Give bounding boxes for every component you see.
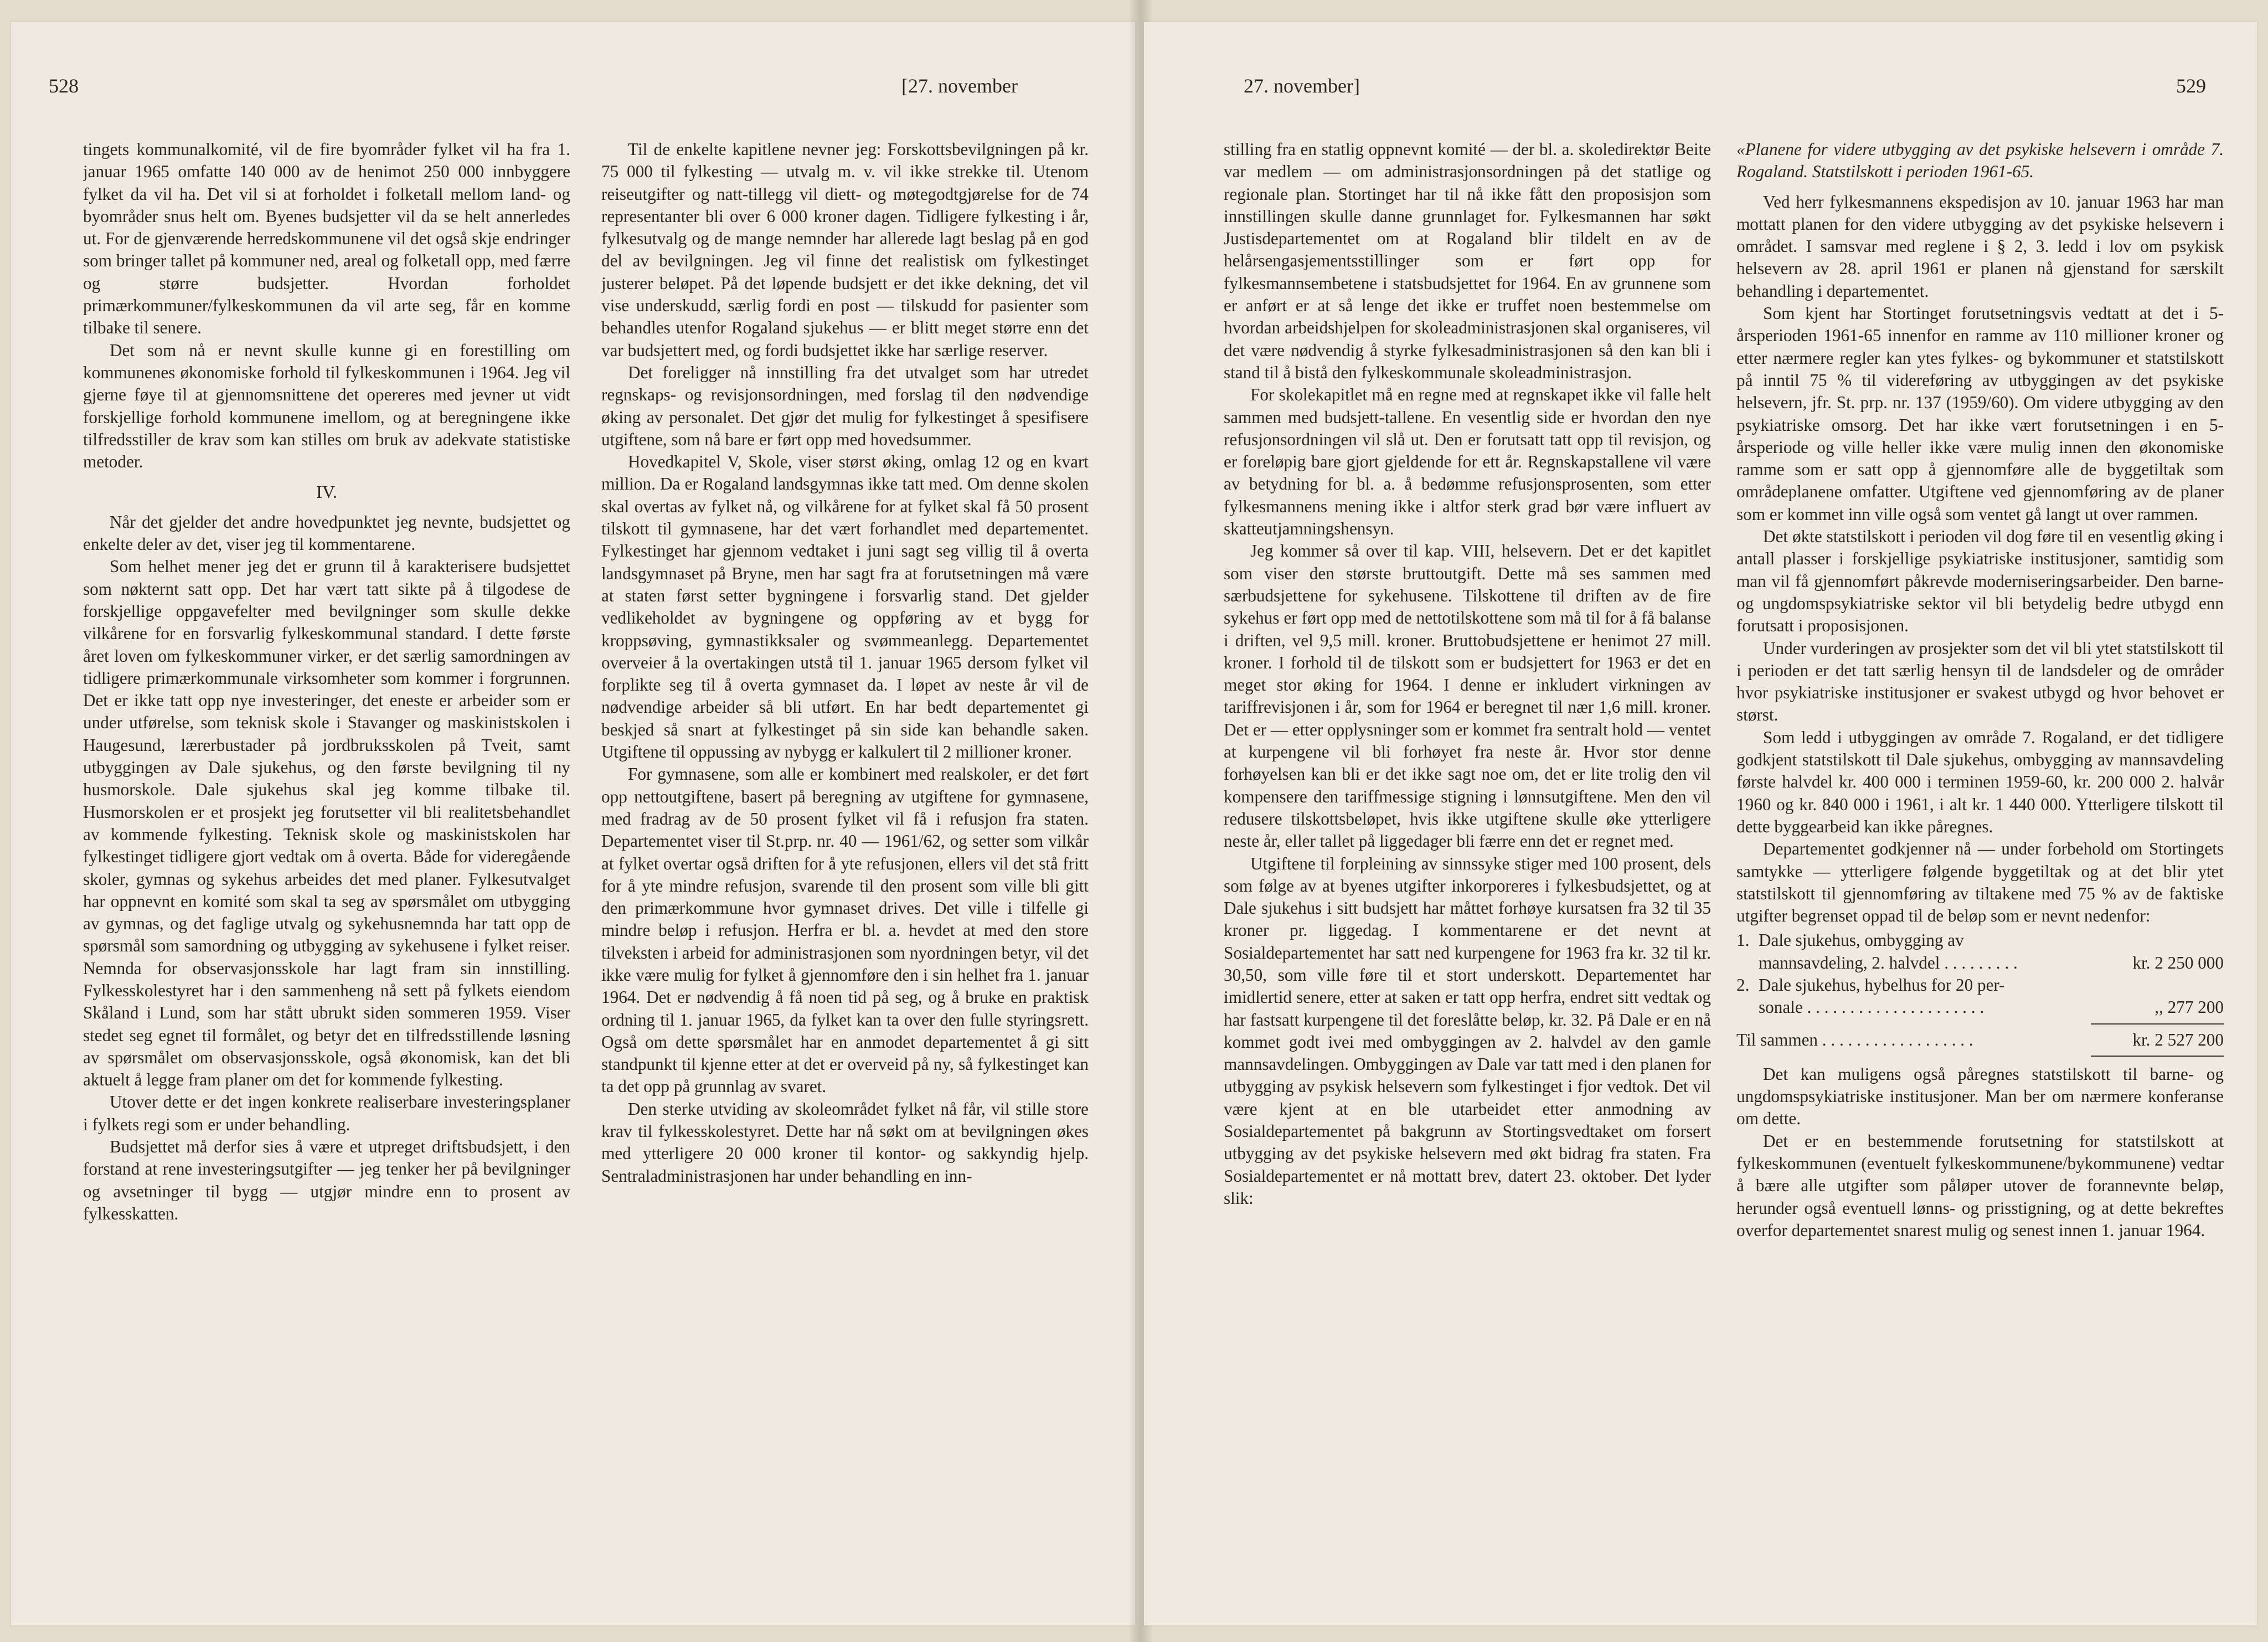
paragraph: For gymnasene, som alle er kombinert med realskoler, er det ført opp nettoutgiftene, basert på beregning av utgiftene for gymnasene, med fradrag av de 50 prosent fylket vil få i refusjon fra staten. Departementet viser til St.prp. nr. 40 — 1961/62, og setter som vilkår at fylket overtar også driften for å yte refusjonen, ellers vil det stå fritt for å yte mindre refusjon, svarende til den prosent som ville bli gitt den primærkommune hvor gymnaset drives. Det ville i tilfelle gi mindre beløp i refusjon. Herfra er bl. a. hevdet at med den store tilveksten i arbeid for administrasjonen som nyordningen betyr, vil det ikke være mulig for fylket å gjennomføre den i sin helhet fra 1. januar 1964. Det er nødvendig å få noen tid på seg, og å bruke en praktisk ordning til 1. januar 1965, da fylket kan ta over den fulle styringsrett. Også om dette spørsmålet har en anmodet departementet å gi sitt standpunkt til kjenne etter at det er overveid på ny, så fylkestinget kan ta det opp på grunnlag av svaret. — [601, 764, 1089, 1097]
paragraph: Under vurderingen av prosjekter som det vil bli ytet statstilskott til i perioden er det tatt særlig hensyn til de landsdeler og de områder hvor psykiatriske institusjoner er svakest utbygd og hvor behovet er størst. — [1736, 638, 2224, 725]
section-heading: IV. — [316, 482, 337, 502]
paragraph: Som kjent har Stortinget forutsetningsvis vedtatt at det i 5-årsperioden 1961-65 innenfor en ramme av 110 millioner kroner og etter nærmere regler kan ytes fylkes- og bykommuner et statstilskott på inntil 75 % til videreføring av utbyggingen av det psykiske helsevern, jfr. St. prp. nr. 137 (1959/60). Om videre utbygging av den psykiatriske omsorg. Det har ikke vært forutsetningen i en 5-årsperiode og ville heller ikke være mulig innen den økonomiske ramme som er satt opp å gjennomføre alle de byggetiltak som områdeplanene omfatter. Utgiftene ved gjennomføring av de planer som er kommet inn ville også som ventet gå langt ut over rammen. — [1736, 303, 2224, 524]
item-number: 2. — [1736, 975, 1750, 995]
paragraph: Budsjettet må derfor sies å være et utpreget driftsbudsjett, i den forstand at rene investeringsutgifter — jeg tenker her på bevilgninger og avsetninger til bygg — utgjør mindre enn to prosent av fylkesskatten. — [83, 1137, 570, 1223]
paragraph: Det kan muligens også påregnes statstilskott til barne- og ungdomspsykiatriske institusjoner. Man ber om nærmere konferanse om dette. — [1736, 1064, 2224, 1129]
paragraph: Jeg kommer så over til kap. VIII, helsevern. Det er det kapitlet som viser den største bruttoutgift. Dette må ses sammen med særbudsjettene for sykehusene. Tilskottene til driften av de fire sykehus er ført opp med de nettotilskottene som må til for å få balanse i driften, vel 9,5 mill. kroner. Bruttobudsjettene er henimot 27 mill. kroner. I forhold til de tilskott som er budsjettert for 1963 er det en meget stor øking for 1964. I denne er inkludert virkningen av tariffrevisjonen i år, som for 1964 er beregnet til nær 1,6 mill. kroner. Det er — etter opplysninger som er kommet fra sentralt hold — ventet at kurpengene vil bli forhøyet fra neste år. Hvor stor denne forhøyelsen kan bli er det ikke sagt noe om, det er lite trolig den vil kompensere den tariffmessige stigning i lønnsutgiftene. Men den vil redusere tilskottsbeløpet, hvis ikke utgiftene skulle øke ytterligere neste år, eller tallet på liggedager bli færre enn det er regnet med. — [1224, 541, 1711, 851]
paragraph: Det er en bestemmende forutsetning for statstilskott at fylkeskommunen (eventuelt fylkeskommunene/bykommunene) vedtar å bære alle utgifter som påløper utover de forannevnte beløp, herunder også eventuell lønns- og prisstigning, og at dette bekreftes overfor departementet snarest mulig og senest innen 1. januar 1964. — [1736, 1131, 2224, 1240]
paragraph: Utgiftene til forpleining av sinnssyke stiger med 100 prosent, dels som følge av at byenes utgifter inkorporeres i fylkesbudsjettet, og at Dale sjukehus i sitt budsjett har måttet forhøye kursatsen fra 32 til 35 kroner pr. liggedag. I kommentarene er det nevnt at Sosialdepartementet har satt ned kurpengene for 1963 fra kr. 32 til kr. 30,50, som ville føre til et stort underskott. Departementet har imidlertid senere, etter at saken er tatt opp herfra, endret sitt vedtak og har fastsatt kurpengene til det foreslåtte beløp, kr. 32. På Dale er en nå kommet godt ivei med ombyggingen av 2. halvdel av den gamle mannsavdelingen. Ombyggingen av Dale var tatt med i den planen for utbygging av psykisk helsevern som fylkestinget i fjor vedtok. Det vil være kjent at en ble utarbeidet etter anmodning av Sosialdepartementet på bakgrunn av Stortingsvedtaket om forsert utbygging av det psykiske helsevern med økt bidrag fra staten. Fra Sosialdepartementet er nå mottatt brev, datert 23. oktober. Det lyder slik: — [1224, 853, 1711, 1208]
page-number-right: 529 — [2176, 75, 2206, 97]
right-column-2 — [1736, 138, 2224, 1589]
paragraph: Det som nå er nevnt skulle kunne gi en forestilling om kommunenes økonomiske forhold til fylkeskommunen i 1964. Jeg vil gjerne føye til at gjennomsnittene det opereres med jevner ut vidt forskjellige forhold kommunene imellom, og at beregningene ikke tilfredsstiller de krav som kan stilles om bruk av adekvate statistiske metoder. — [83, 340, 570, 472]
table-rule-row — [1736, 1019, 2224, 1029]
running-head-right: 27. november] — [1244, 75, 1360, 97]
paragraph: For skolekapitlet må en regne med at regnskapet ikke vil falle helt sammen med budsjett-tallene. En vesentlig side er hvordan den nye refusjonsordningen vil slå ut. Den er forutsatt tatt opp til revisjon, og er foreløpig bare gjort gjeldende for ett år. Regnskapstallene vil være av betydning for bl. a. å bedømme refusjonsprosenten, som etter fylkesmannens mening ikke i altfor sterk grad bør være influert av skatteutjamningshensyn. — [1224, 385, 1711, 539]
paragraph: Ved herr fylkesmannens ekspedisjon av 10. januar 1963 har man mottatt planen for den videre utbygging av det psykiske helsevern i området. I samsvar med reglene i § 2, 3. ledd i lov om psykisk helsevern av 28. april 1961 er planen nå gjenstand for særskilt behandling i departementet. — [1736, 192, 2224, 301]
table-row — [1736, 974, 2224, 996]
paragraph: Utover dette er det ingen konkrete realiserbare investeringsplaner i fylkets regi som er under behandling. — [83, 1092, 570, 1134]
total-label: Til sammen . . . . . . . . . . . . . . . . . . — [1736, 1030, 1973, 1049]
right-page — [1144, 22, 2257, 1625]
table-row — [1736, 952, 2224, 974]
item-amount: ,, 277 200 — [2154, 997, 2224, 1017]
left-page — [11, 22, 1135, 1625]
paragraph: Som helhet mener jeg det er grunn til å karakterisere budsjettet som nøkternt satt opp. Det har vært tatt sikte på å tilgodese de forskjellige oppgavefelter med bevilgninger som skulle dekke vilkårene for en forsvarlig fylkeskommunal standard. I dette første året loven om fylkeskommuner virker, er det særlig samordningen av tidligere primærkommunale virksomheter som kommer i forgrunnen. Det er ikke tatt opp nye investeringer, det eneste er arbeider som er under utførelse, som teknisk skole i Stavanger og maskinistskolen i Haugesund, lærerbustader på jordbruksskolen på Tveit, samt utbyggingen av Dale sjukehus, og den første bevilgning til ny husmorskole. Dale sjukehus skal jeg komme tilbake til. Husmorskolen er et prosjekt jeg forutsetter vil bli realitetsbehandlet av kommende fylkesting. Teknisk skole og maskinistskolen har fylkestinget tidligere gjort vedtak om å overta. Både for videregående skoler, gymnas og sykehus arbeides det med planer. Fylkesutvalget har oppnevnt en komité som skal ta seg av spørsmålet om utbygging av gymnas, og det faglige utvalg og sykehusnemnda har tatt opp de spørsmål som samordning og utbygging av sykehusene i fylket reiser. Nemnda for observasjonsskole har lagt fram sin innstilling. Fylkesskolestyret har i den sammenheng nå sett på fylkets eiendom Skåland i Lund, som har stått ubrukt siden sommeren 1959. Viser stedet seg egnet til formålet, og betyr det en tilfredsstillende løsning av spørsmålet om observasjonsskole, også økonomisk, kan det bli aktuelt å legge fram planer om det for kommende fylkesting. — [83, 557, 570, 1090]
quote-title: «Planene for videre utbygging av det psykiske helsevern i område 7. Rogaland. Statstilskott i perioden 1961-65. — [1736, 140, 2224, 182]
item-label-cont: sonale . . . . . . . . . . . . . . . . . . . . . — [1759, 997, 1984, 1017]
paragraph: Departementet godkjenner nå — under forbehold om Stortingets samtykke — ytterligere følgende byggetiltak og at det blir ytet statstilskott til gjennomføring av tiltakene med 75 % av de faktiske utgifter begrenset oppad til de beløp som er nevnt nedenfor: — [1736, 839, 2224, 926]
table-total-row — [1736, 1029, 2224, 1051]
running-head-left: [27. november — [901, 75, 1018, 97]
item-label-cont: mannsavdeling, 2. halvdel . . . . . . . . . — [1759, 953, 2018, 972]
right-column-1 — [1224, 138, 1711, 1589]
table-rule-row — [1736, 1051, 2224, 1061]
paragraph: Det foreligger nå innstilling fra det utvalget som har utredet regnskaps- og revisjonsordningen, med forslag til den nødvendige øking av personalet. Det gjør det mulig for fylkestinget å spesifisere utgiftene, som nå bare er ført opp med hovedsummer. — [601, 362, 1089, 449]
paragraph: stilling fra en statlig oppnevnt komité — der bl. a. skoledirektør Beite var medlem — om administrasjonsordningen på det statlige og regionale plan. Stortinget har til nå ikke fått den proposisjon som innstillingen skulle danne grunnlaget for. Fylkesmannen har søkt Justisdepartementet om at Rogaland blir tildelt en av de helårsengasjementsstillinger som er ført opp for fylkesmannsembetene i statsbudsjettet for 1964. En av grunnene som er anført er at så lenge det ikke er truffet noen bestemmelse om hvordan arbeidshjelpen for skoleadministrasjonen skal organiseres, vil det være nødvendig å styrke fylkesadministrasjonen så den kan bli i stand til å bistå den fylkeskommunale skoleadministrasjon. — [1224, 140, 1711, 382]
paragraph: tingets kommunalkomité, vil de fire byområder fylket vil ha fra 1. januar 1965 omfatte 140 000 av de henimot 250 000 innbyggere fylket da vil ha. Det vil si at forholdet i folketall mellom land- og byområder snus helt om. Byenes budsjetter vil da se helt annerledes ut. For de gjenværende herredskommunene vil det også skje endringer som bringer tallet på kommuner ned, areal og folketall opp, med færre og større budsjetter. Hvordan forholdet primærkommuner/fylkeskommunen da vil arte seg, får en komme tilbake til senere. — [83, 140, 570, 338]
total-amount: kr. 2 527 200 — [2132, 1030, 2224, 1049]
item-label: Dale sjukehus, ombygging av — [1759, 930, 1964, 950]
paragraph: Til de enkelte kapitlene nevner jeg: Forskottsbevilgningen på kr. 75 000 til fylkesting — utvalg m. v. vil ikke strekke til. Utenom reiseutgifter og natt-tillegg vil diett- og møtegodtgjørelse for de 74 representanter bli over 6 000 kroner dagen. Tidligere fylkesting i år, fylkesutvalg og de mange nemnder har allerede lagt beslag på en god del av bevilgningen. Jeg vil finne det realistisk om fylkestinget justerer beløpet. På det løpende budsjett er det ikke dekning, det vil vise underskudd, særlig fordi en post — tilskudd for pasienter som behandles utenfor Rogaland sjukehus — er blitt meget større enn det var budsjettert med, og fordi budsjettet ikke har særlige reserver. — [601, 140, 1089, 360]
table-row — [1736, 996, 2224, 1018]
left-column-2 — [601, 138, 1089, 1589]
paragraph: Det økte statstilskott i perioden vil dog føre til en vesentlig øking i antall plasser i forskjellige psykiatriske institusjoner, samtidig som man vil få gjennomført påkrevde moderniseringsarbeider. Den barne- og ungdomspsykiatriske sektor vil bli betydelig bedre utbygd enn forutsatt i proposisjonen. — [1736, 527, 2224, 636]
total-rule — [2091, 1056, 2224, 1057]
table-row — [1736, 929, 2224, 951]
item-amount: kr. 2 250 000 — [2132, 953, 2224, 972]
paragraph: Den sterke utviding av skoleområdet fylket nå får, vil stille store krav til fylkesskolestyret. Dette har nå søkt om at bevilgningen økes med ytterligere 20 000 kroner til kontor- og sakkyndig hjelp. Sentraladministrasjonen har under behandling en inn- — [601, 1099, 1089, 1186]
paragraph: Hovedkapitel V, Skole, viser størst øking, omlag 12 og en kvart million. Da er Rogaland landsgymnas ikke tatt med. Om denne skolen skal overtas av fylket nå, og vilkårene for at fylket skal få 50 prosent tilskott til gymnasene, har det vært forhandlet med departementet. Fylkestinget har gjennom vedtaket i juni sagt seg villig til å overta landsgymnaset på Bryne, men har sagt fra at forutsetningen må være at staten først setter bygningene i forsvarlig stand. Det gjelder vedlikeholdet av bygningene og oppføring av et bygg for kroppsøving, gymnastikksaler og svømmeanlegg. Departementet overveier å la overtakingen utstå til 1. januar 1965 dersom fylket vil forplikte seg til å overta gymnaset da. I løpet av neste år vil de nødvendige arbeider så bli utført. En har bedt departementet gi beskjed så snart at fylkestinget på sin side kan behandle saken. Utgiftene til oppussing av nybygg er kalkulert til 2 millioner kroner. — [601, 452, 1089, 762]
item-label: Dale sjukehus, hybelhus for 20 per- — [1759, 975, 2005, 995]
paragraph: Som ledd i utbyggingen av område 7. Rogaland, er det tidligere godkjent statstilskott til Dale sjukehus, ombygging av mannsavdeling første halvdel kr. 400 000 i terminen 1959-60, kr. 200 000 2. halvår 1960 og kr. 840 000 i 1961, i alt kr. 1 440 000. Ytterligere tilskott til dette byggearbeid kan ikke påregnes. — [1736, 727, 2224, 836]
left-column-1 — [83, 138, 570, 1589]
page-number-left: 528 — [49, 75, 79, 97]
grant-table — [1736, 929, 2224, 1061]
paragraph: Når det gjelder det andre hovedpunktet jeg nevnte, budsjettet og enkelte deler av det, viser jeg til kommentarene. — [83, 512, 570, 554]
item-number: 1. — [1736, 930, 1750, 950]
sum-rule — [2091, 1023, 2224, 1025]
